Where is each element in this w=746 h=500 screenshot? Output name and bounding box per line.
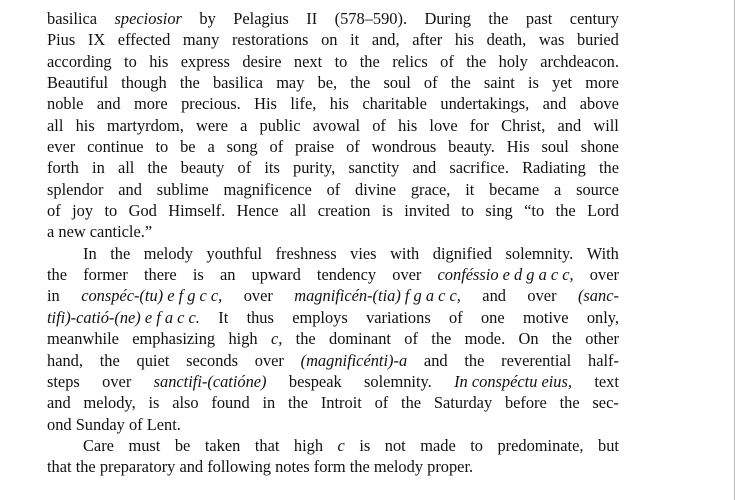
word: thus	[246, 307, 274, 327]
word: of	[47, 201, 61, 221]
word: continue	[87, 137, 144, 157]
word: in	[47, 286, 60, 306]
word: an	[219, 265, 236, 285]
word: over	[243, 286, 273, 306]
italic-word: conspéc-(tu) e f g c c,	[81, 286, 223, 306]
word: a	[240, 115, 248, 135]
word: proper.	[427, 457, 474, 477]
text-line	[47, 264, 619, 285]
word: the	[288, 393, 309, 413]
word: youthful	[206, 243, 263, 263]
word: after	[412, 30, 443, 50]
word: were	[196, 115, 228, 135]
word: magnificence	[223, 179, 312, 199]
text-line	[47, 328, 619, 349]
text-line	[47, 136, 619, 157]
word: Care	[83, 435, 114, 455]
word: is	[148, 393, 160, 413]
text-line	[47, 307, 619, 328]
word: of	[237, 158, 252, 178]
word: there	[143, 265, 177, 285]
word: its	[264, 158, 280, 178]
word: the	[295, 329, 316, 349]
word: in	[262, 393, 276, 413]
word: of	[372, 115, 386, 135]
word: of	[449, 307, 463, 327]
word: IX	[87, 30, 106, 50]
word: yet	[552, 73, 573, 93]
word: other	[585, 329, 619, 349]
word: the	[431, 329, 452, 349]
word: according	[47, 51, 112, 71]
word: of	[404, 329, 418, 349]
word: beauty	[180, 158, 225, 178]
word: over	[102, 371, 132, 391]
text-line	[47, 243, 619, 264]
word: it	[350, 30, 360, 50]
word: by	[199, 9, 216, 28]
word: all	[117, 158, 135, 178]
text-line	[47, 29, 619, 50]
word: Introit	[320, 393, 362, 413]
text-line	[47, 371, 619, 392]
word: and,	[371, 30, 400, 50]
word: of	[423, 73, 438, 93]
word: half-	[588, 350, 619, 370]
word: soul	[541, 137, 569, 157]
word: and	[47, 393, 71, 413]
italic-word: In conspéctu eius,	[454, 371, 572, 391]
word: ever	[47, 137, 76, 157]
word: Lord	[587, 201, 619, 221]
word: is	[381, 201, 393, 221]
text-line	[47, 221, 619, 242]
word: though	[121, 73, 167, 93]
word: former	[83, 265, 128, 285]
word: preparatory	[99, 457, 180, 477]
word: century	[569, 9, 619, 28]
word: Pelagius	[233, 9, 289, 28]
word: to	[104, 201, 118, 221]
word: many	[182, 30, 220, 50]
word: the	[359, 51, 380, 71]
word: may	[276, 73, 305, 93]
text-line	[47, 179, 619, 200]
word: following	[207, 457, 276, 477]
word: one	[480, 307, 505, 327]
word: be	[180, 137, 196, 157]
word: quiet	[136, 350, 170, 370]
word: melody,	[83, 393, 136, 413]
vertical-scrollbar[interactable]	[734, 0, 746, 500]
word: In	[83, 243, 97, 263]
word: tendency	[316, 265, 377, 285]
word: and	[482, 286, 506, 306]
text-line	[47, 414, 619, 435]
word: Radiating	[522, 158, 586, 178]
word: divine	[355, 179, 396, 199]
word: With	[586, 243, 619, 263]
word: became	[489, 179, 540, 199]
word: sing	[485, 201, 513, 221]
word: death,	[486, 30, 527, 50]
word: desire	[242, 51, 282, 71]
word: variations	[366, 307, 431, 327]
word: only,	[586, 307, 619, 327]
word: his	[149, 51, 169, 71]
word: more	[133, 94, 168, 114]
word: shone	[580, 137, 619, 157]
word: avowal	[312, 115, 361, 135]
word: taken	[204, 435, 241, 455]
word: to	[461, 201, 474, 221]
word: steps	[47, 371, 80, 391]
word: the	[551, 329, 572, 349]
italic-word: magnificén-(tia) f g a c c,	[294, 286, 461, 306]
word: forth	[47, 158, 79, 178]
word: His	[506, 137, 530, 157]
word: the	[110, 243, 131, 263]
word: of	[269, 137, 284, 157]
text-line	[47, 392, 619, 413]
word: to	[334, 51, 348, 71]
word: solemnity.	[505, 243, 574, 263]
word: the	[401, 393, 422, 413]
word: form	[313, 457, 350, 477]
word: During	[424, 9, 471, 28]
word: solemnity.	[364, 371, 432, 391]
word: (578–590).	[334, 9, 408, 28]
word: public	[259, 115, 301, 135]
word: in	[92, 158, 105, 178]
word: of	[346, 137, 360, 157]
word: for	[469, 115, 489, 135]
word: of	[440, 51, 454, 71]
word: the	[464, 350, 485, 370]
word: “to	[524, 201, 545, 221]
word: over	[527, 286, 557, 306]
word: It	[218, 307, 229, 327]
word: to	[124, 51, 137, 71]
word: that	[254, 435, 280, 455]
word: but	[598, 435, 619, 455]
word: basilica	[47, 9, 98, 28]
word: Hence	[236, 201, 279, 221]
word: Himself.	[168, 201, 226, 221]
word: employs	[292, 307, 348, 327]
text-line	[47, 157, 619, 178]
word: On	[518, 329, 539, 349]
italic-word: (magnificénti)-a	[300, 350, 408, 370]
word: mode.	[464, 329, 506, 349]
paragraph	[47, 8, 619, 243]
word: Pius	[47, 30, 76, 50]
word: before	[504, 393, 547, 413]
word: vies	[350, 243, 377, 263]
word: high	[293, 435, 324, 455]
text-line	[47, 285, 619, 306]
word: the	[350, 73, 371, 93]
word: will	[593, 115, 619, 135]
word: a	[47, 222, 59, 242]
paragraph	[47, 435, 619, 478]
word: bespeak	[288, 371, 342, 391]
word: be,	[317, 73, 338, 93]
word: precious.	[181, 94, 241, 114]
word: of	[128, 414, 147, 434]
word: over	[254, 350, 284, 370]
word: sanctity	[348, 158, 400, 178]
word: the	[598, 158, 619, 178]
word: the	[488, 9, 509, 28]
word: song	[226, 137, 258, 157]
word: sublime	[156, 179, 209, 199]
word: freshness	[275, 243, 337, 263]
word: it	[465, 179, 475, 199]
word: be	[174, 435, 191, 455]
text-line	[47, 350, 619, 371]
italic-word: sanctifi-(catióne)	[153, 371, 267, 391]
word: text	[594, 371, 619, 391]
word: and	[179, 457, 208, 477]
word: his	[75, 115, 95, 135]
word: saint	[483, 73, 515, 93]
word: and	[557, 115, 582, 135]
word: found	[211, 393, 250, 413]
word: Beautiful	[47, 73, 108, 93]
word: predominate,	[497, 435, 584, 455]
word: the	[559, 393, 580, 413]
word: emphasizing	[132, 329, 216, 349]
word: that	[47, 457, 76, 477]
word: the	[147, 158, 168, 178]
word: archdeacon.	[540, 51, 619, 71]
text-line	[47, 435, 619, 456]
word: seconds	[186, 350, 238, 370]
word: holy	[498, 51, 528, 71]
word: the	[349, 457, 374, 477]
word: noble	[47, 94, 84, 114]
word: new	[58, 222, 90, 242]
word: is	[528, 73, 539, 93]
word: purity,	[293, 158, 336, 178]
word: more	[585, 73, 619, 93]
word: on	[321, 30, 338, 50]
word: of	[326, 179, 341, 199]
word: all	[47, 115, 64, 135]
italic-word: c,	[270, 329, 283, 349]
word: was	[538, 30, 565, 50]
word: reverential	[501, 350, 572, 370]
word: grace,	[410, 179, 451, 199]
word: sec-	[592, 393, 619, 413]
word: to	[155, 137, 169, 157]
word: and	[118, 179, 142, 199]
word: of	[374, 393, 389, 413]
word: wondrous	[371, 137, 437, 157]
text-line	[47, 51, 619, 72]
word: soul	[383, 73, 411, 93]
word: Sunday	[75, 414, 129, 434]
word: the	[75, 457, 100, 477]
word: basilica	[212, 73, 264, 93]
text-line	[47, 8, 619, 29]
body-text	[47, 8, 619, 478]
word: the	[99, 350, 120, 370]
word: Christ,	[501, 115, 546, 135]
word: charitable	[362, 94, 427, 114]
text-line	[47, 93, 619, 114]
word: martyrdom,	[106, 115, 184, 135]
word: his	[398, 115, 418, 135]
word: and	[423, 350, 448, 370]
word: past	[525, 9, 553, 28]
text-line	[47, 115, 619, 136]
word: and	[96, 94, 121, 114]
word: to	[470, 435, 483, 455]
word: notes	[275, 457, 314, 477]
word: God	[128, 201, 157, 221]
word: also	[172, 393, 199, 413]
word: made	[420, 435, 456, 455]
word: canticle.”	[89, 222, 153, 242]
word: ond	[47, 414, 76, 434]
word: hand,	[47, 350, 83, 370]
word: source	[576, 179, 619, 199]
word: buried	[576, 30, 619, 50]
word: high	[228, 329, 258, 349]
text-line	[47, 200, 619, 221]
word: Saturday	[433, 393, 493, 413]
word: relics	[392, 51, 428, 71]
word: express	[180, 51, 230, 71]
word: undertakings,	[440, 94, 530, 114]
word: all	[289, 201, 307, 221]
word: above	[579, 94, 619, 114]
word: melody	[373, 457, 428, 477]
paragraph	[47, 243, 619, 435]
word: sacrifice.	[449, 158, 509, 178]
word: a	[207, 137, 215, 157]
word: over	[589, 265, 619, 285]
word: the	[450, 73, 471, 93]
word: over	[392, 265, 422, 285]
word: the	[466, 51, 487, 71]
italic-word: c	[337, 435, 345, 455]
word: not	[384, 435, 406, 455]
italic-word: tifi)-catió-(ne) e f a c c.	[47, 307, 200, 327]
word: Lent.	[146, 414, 181, 434]
word: II	[306, 9, 318, 28]
word: a	[553, 179, 562, 199]
word: meanwhile	[47, 329, 119, 349]
word: is	[192, 265, 204, 285]
word: the	[47, 265, 68, 285]
italic-word: conféssio e d g a c c,	[437, 265, 574, 285]
italic-word: (sanc-	[577, 286, 619, 306]
word: joy	[72, 201, 94, 221]
word: love	[429, 115, 458, 135]
word: motive	[522, 307, 569, 327]
italic-word: speciosior	[114, 9, 182, 28]
word: and	[542, 94, 567, 114]
word: His	[254, 94, 277, 114]
word: upward	[251, 265, 301, 285]
word: must	[128, 435, 161, 455]
word: effected	[117, 30, 171, 50]
word: restorations	[231, 30, 309, 50]
word: the	[179, 73, 200, 93]
word: beauty.	[448, 137, 495, 157]
text-line	[47, 72, 619, 93]
word: splendor	[47, 179, 104, 199]
word: dignified	[432, 243, 492, 263]
word: next	[293, 51, 323, 71]
word: life,	[290, 94, 317, 114]
word: dominant	[329, 329, 391, 349]
text-line	[47, 456, 619, 477]
word: creation	[317, 201, 371, 221]
word: the	[555, 201, 576, 221]
word: and	[412, 158, 437, 178]
word: with	[390, 243, 420, 263]
word: melody	[143, 243, 193, 263]
word: his	[454, 30, 474, 50]
word: his	[329, 94, 349, 114]
word: invited	[404, 201, 450, 221]
word: is	[359, 435, 371, 455]
word: praise	[295, 137, 335, 157]
